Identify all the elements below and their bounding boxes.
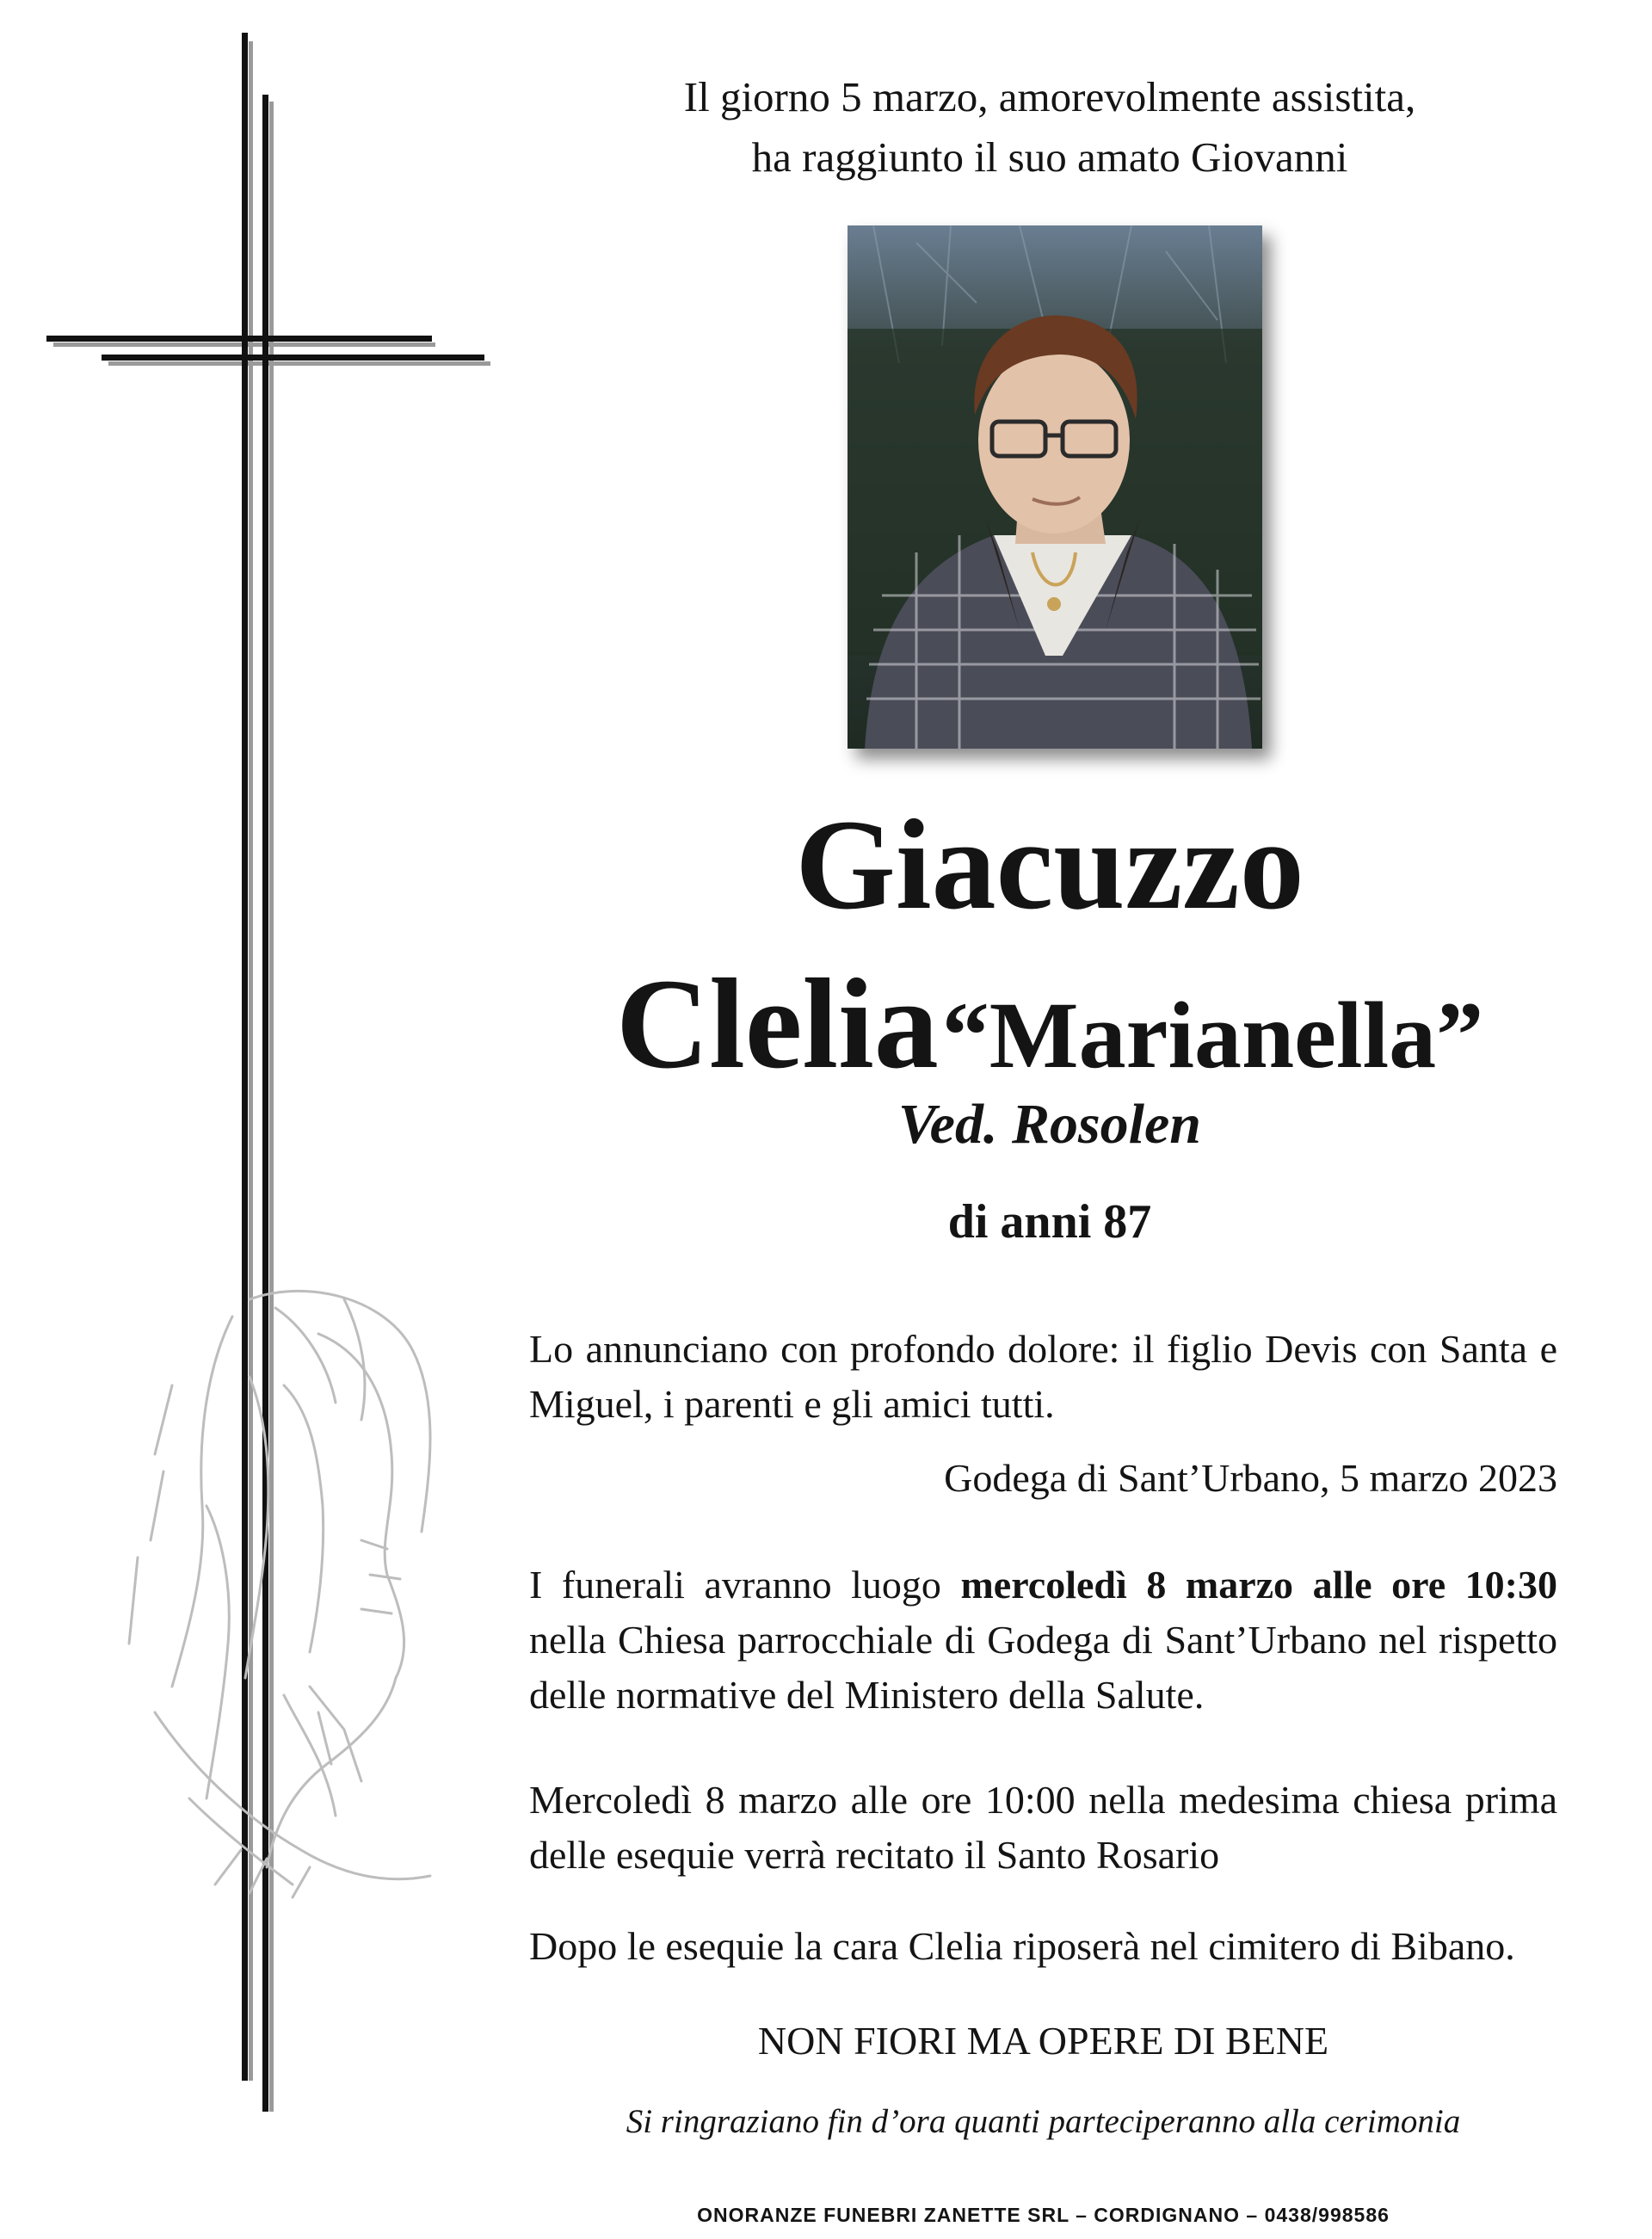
nickname: “Marianella” bbox=[941, 983, 1484, 1088]
widow-of: Ved. Rosolen bbox=[897, 1093, 1202, 1156]
age: di anni 87 bbox=[947, 1195, 1152, 1249]
funeral-prefix: I funerali avranno luogo bbox=[529, 1563, 961, 1607]
rosary-paragraph: Mercoledì 8 marzo alle ore 10:00 nella medesima chiesa prima delle esequie verrà recitato il Santo Rosario bbox=[529, 1778, 1557, 1877]
portrait-photo bbox=[848, 225, 1262, 749]
intro-line-2: ha raggiunto il suo amato Giovanni bbox=[751, 133, 1348, 181]
flowers-notice: NON FIORI MA OPERE DI BENE bbox=[757, 2019, 1329, 2063]
funeral-suffix: nella Chiesa parrocchiale di Godega di Sant’Urbano nel rispetto delle normative del Ministero della Salute. bbox=[529, 1618, 1557, 1717]
intro-line-1: Il giorno 5 marzo, amorevolmente assistita, bbox=[683, 73, 1416, 120]
first-name: Clelia bbox=[615, 953, 939, 1095]
announcement-text: Lo annunciano con profondo dolore: il figlio Devis con Santa e Miguel, i parenti e gli amici tutti. bbox=[529, 1327, 1557, 1426]
burial-paragraph: Dopo le esequie la cara Clelia riposerà nel cimitero di Bibano. bbox=[529, 1924, 1515, 1968]
funeral-when: mercoledì 8 marzo alle ore 10:30 bbox=[960, 1563, 1557, 1607]
thanks-notice: Si ringraziano fin d’ora quanti parteciperanno alla cerimonia bbox=[626, 2103, 1461, 2140]
surname: Giacuzzo bbox=[795, 793, 1304, 936]
place-date: Godega di Sant’Urbano, 5 marzo 2023 bbox=[944, 1456, 1557, 1500]
christ-sketch-icon bbox=[103, 1282, 482, 1902]
funeral-home-footer: ONORANZE FUNEBRI ZANETTE SRL – CORDIGNANO – 0438/998586 bbox=[697, 2204, 1390, 2226]
funeral-paragraph bbox=[529, 1557, 1557, 1723]
